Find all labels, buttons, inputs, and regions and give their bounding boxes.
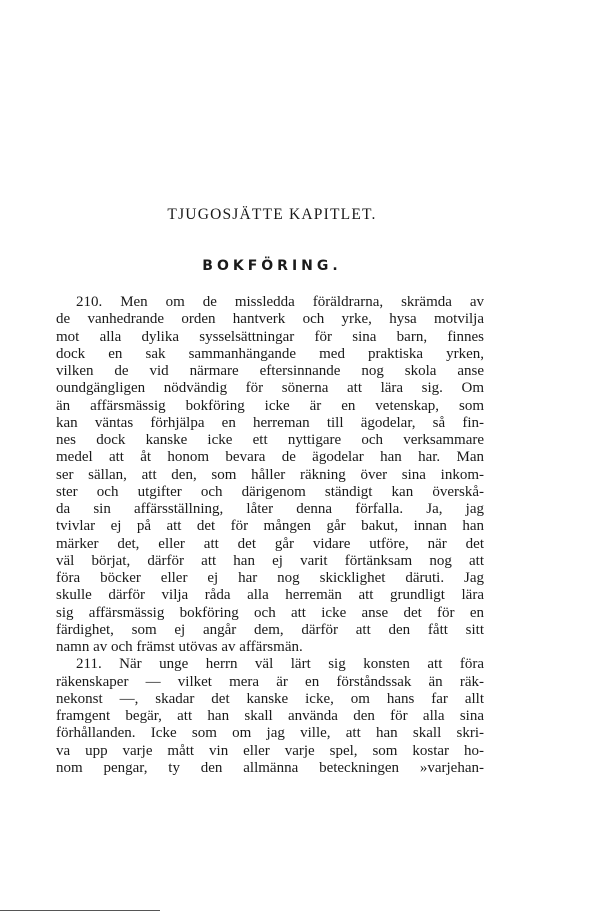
text-line: dock en sak sammanhängande med praktiska yrken, [56,345,484,362]
text-line: nom pengar, ty den allmänna beteckningen »varjehan- [56,759,484,776]
text-line: namn av och främst utövas av affärsmän. [56,639,303,655]
text-line: tvivlar ej på att det för mången går bakut, innan han [56,518,484,535]
text-line: da sin affärsställning, låter denna förfalla. Ja, jag [56,501,484,517]
body-text [56,294,484,777]
text-line: kan väntas förhjälpa en herreman till ägodelar, så fin- [56,414,484,431]
text-line: 210. Men om de missledda föräldrarna, skrämda av [76,294,484,310]
text-line: märker det, eller att det går vidare utföre, när det [56,535,484,552]
text-line: de vanhedrande orden hantverk och yrke, hysa motvilja [56,311,484,328]
section-title: BOKFÖRING. [202,258,342,274]
footer-rule [0,910,160,911]
text-line: än affärsmässig bokföring icke är en vetenskap, som [56,397,484,414]
text-line: ser sällan, att den, som håller räkning över sina inkom- [56,466,484,483]
text-line: nekonst —, skadar det kanske icke, om hans far allt [56,690,484,707]
text-line: förhållanden. Icke som om jag ville, att han skall skri- [56,725,484,742]
text-line: räkenskaper — vilket mera är en förståndssak än räk- [56,673,484,690]
text-line: mot alla dylika sysselsättningar för sina barn, finnes [56,328,484,345]
text-line: sig affärsmässig bokföring och att icke anse det för en [56,604,484,621]
text-line: framgent begär, att han skall använda den för alla sina [56,708,484,724]
text-line: nes dock kanske icke ett nyttigare och verksammare [56,432,484,448]
text-line: ster och utgifter och därigenom ständigt kan överskå- [56,483,484,500]
chapter-title: TJUGOSJÄTTE KAPITLET. [167,206,377,223]
text-line: 211. När unge herrn väl lärt sig konsten att föra [76,656,484,673]
text-line: väl börjat, därför att han ej varit förtänksam nog att [56,552,484,569]
text-line: föra böcker eller ej har nog skicklighet däruti. Jag [56,570,484,586]
text-line: medel att åt honom bevara de ägodelar han har. Man [56,449,484,466]
text-line: vilken de vid närmare eftersinnande nog skola anse [56,363,484,379]
text-line: skulle därför vilja råda alla herremän att grundligt lära [56,587,484,604]
text-line: va upp varje mått vin eller varje spel, som kostar ho- [56,742,484,759]
text-line: oundgängligen nödvändig för sönerna att lära sig. Om [56,380,484,397]
text-line: färdighet, som ej angår dem, därför att den fått sitt [56,621,484,638]
